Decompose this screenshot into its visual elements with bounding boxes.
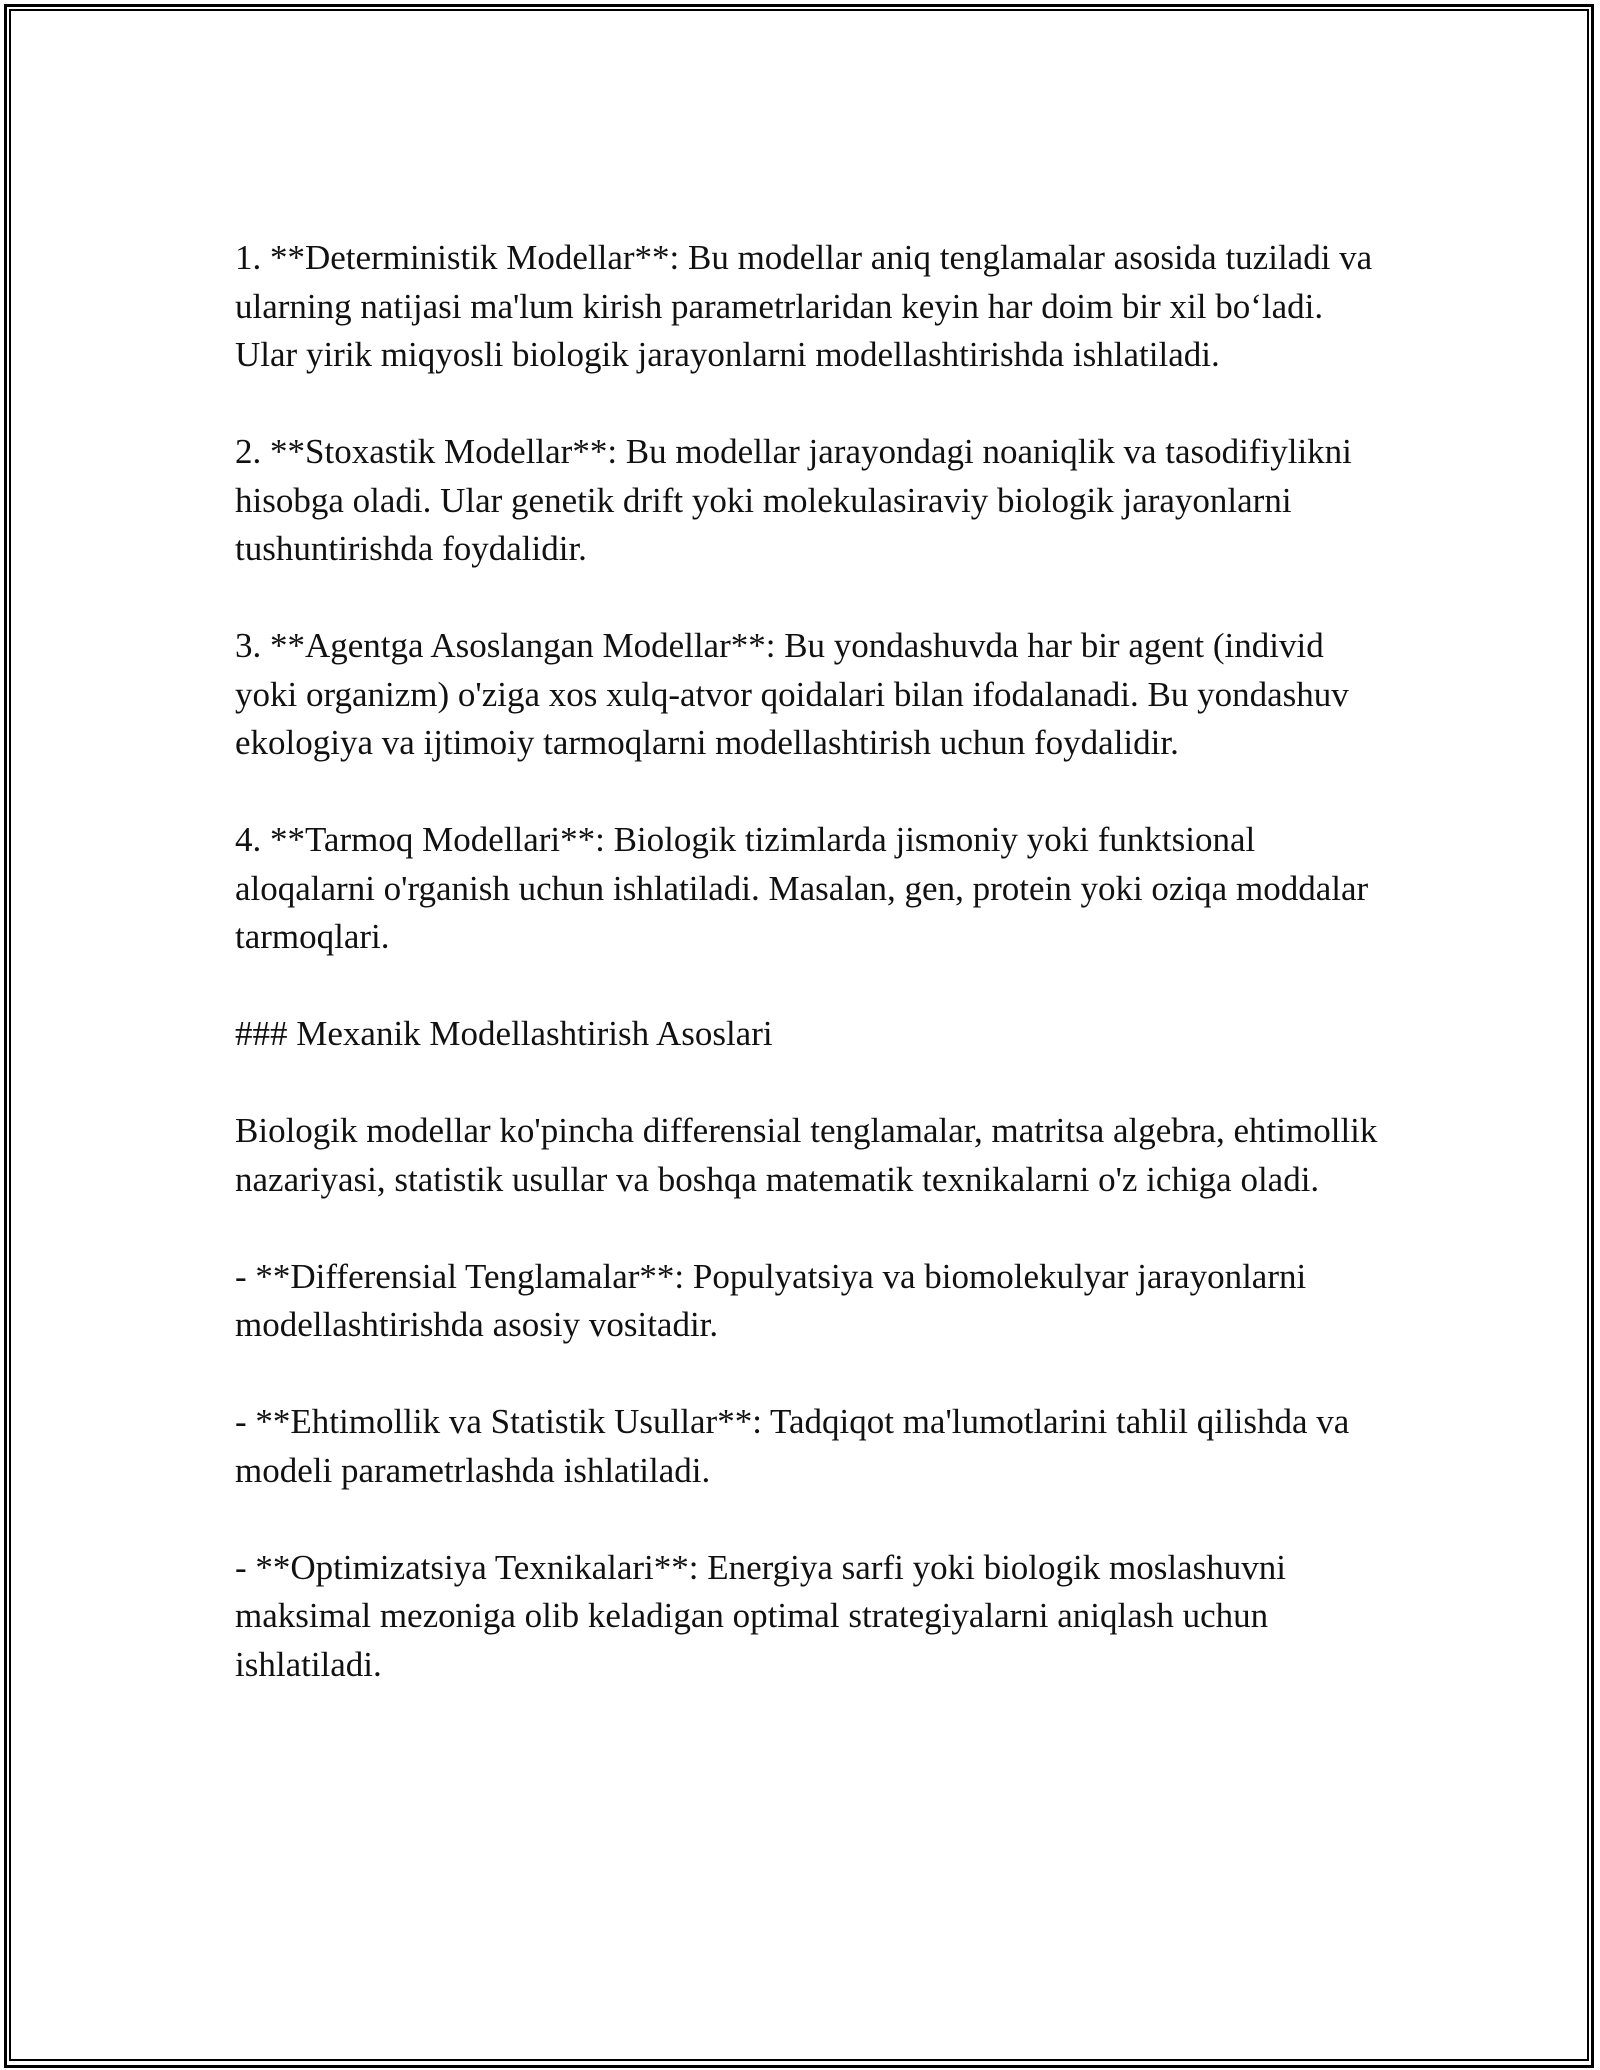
bullet-optimization-techniques: - **Optimizatsiya Texnikalari**: Energiya sarfi yoki biologik moslashuvni maksimal mezoniga olib keladigan optimal strategiyalarni aniqlash uchun ishlatiladi.: [235, 1547, 1286, 1684]
bullet-differential-equations: - **Differensial Tenglamalar**: Populyatsiya va biomolekulyar jarayonlarni modellashtirishda asosiy vositadir.: [235, 1256, 1307, 1344]
list-item-deterministic-models: 1. **Deterministik Modellar**: Bu modellar aniq tenglamalar asosida tuziladi va ularning natijasi ma'lum kirish parametrlaridan keyin har doim bir xil bo‘ladi. Ular yirik miqyosli biologik jarayonlarni modellashtirishda ishlatiladi.: [235, 238, 1373, 374]
list-item-agent-based-models: 3. **Agentga Asoslangan Modellar**: Bu yondashuvda har bir agent (individ yoki organizm) o'ziga xos xulq-atvor qoidalari bilan ifodalanadi. Bu yondashuv ekologiya va ijtimoiy tarmoqlarni modellashtirish uchun foydalidir.: [235, 626, 1349, 762]
list-item-network-models: 4. **Tarmoq Modellari**: Biologik tizimlarda jismoniy yoki funktsional aloqalarni o'rganish uchun ishlatiladi. Masalan, gen, protein yoki oziqa moddalar tarmoqlari.: [235, 820, 1369, 956]
document-body: [235, 234, 1385, 1689]
section-heading: ### Mexanik Modellashtirish Asoslari: [235, 1014, 773, 1053]
list-item-stochastic-models: 2. **Stoxastik Modellar**: Bu modellar jarayondagi noaniqlik va tasodifiylikni hisobga oladi. Ular genetik drift yoki molekulasiraviy biologik jarayonlarni tushuntirishda foydalidir.: [235, 432, 1352, 568]
intro-paragraph: Biologik modellar ko'pincha differensial tenglamalar, matritsa algebra, ehtimollik nazariyasi, statistik usullar va boshqa matematik texnikalarni o'z ichiga oladi.: [235, 1111, 1378, 1199]
bullet-probability-statistics: - **Ehtimollik va Statistik Usullar**: Tadqiqot ma'lumotlarini tahlil qilishda va modeli parametrlashda ishlatiladi.: [235, 1402, 1350, 1490]
